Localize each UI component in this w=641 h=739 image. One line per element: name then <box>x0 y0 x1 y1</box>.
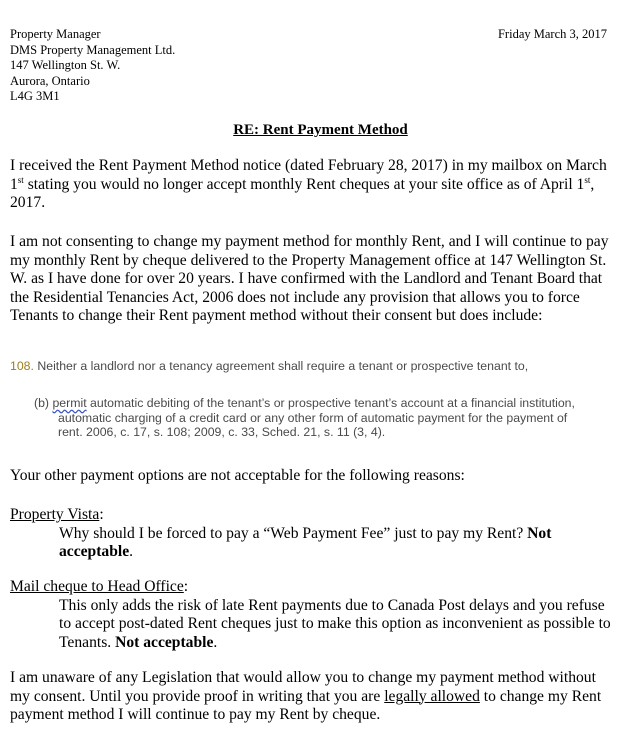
text-fragment: . <box>129 543 134 560</box>
letter-title: RE: Rent Payment Method <box>233 122 408 138</box>
statute-clause-b <box>34 396 575 440</box>
text-fragment: my consent. Until you provide proof in writing that you are <box>10 687 385 705</box>
text-fragment: to change my Rent <box>479 687 602 705</box>
bold-text: acceptable <box>59 543 130 560</box>
text-line: Your other payment options are not acceptable for the following reasons: <box>10 467 465 484</box>
text-line <box>10 634 630 653</box>
text-line <box>10 543 630 562</box>
text-fragment: , <box>590 175 595 193</box>
spellcheck-word: permit <box>52 396 87 410</box>
underlined-text: legally allowed <box>384 687 480 705</box>
heading-text: Mail cheque to Head Office <box>10 578 184 595</box>
text-line: payment method I will continue to pay my Rent by cheque. <box>10 706 381 723</box>
text-line: Tenants to change their Rent payment method without their consent but does include: <box>10 307 543 324</box>
sender-line: Aurora, Ontario <box>10 73 90 88</box>
clause-text: automatic debiting of the tenant’s or prospective tenant’s account at a financial institution, <box>86 396 575 410</box>
text-line: I am unaware of any Legislation that would allow you to change my payment method without <box>10 669 596 686</box>
superscript: st <box>584 174 591 185</box>
text-line: my monthly Rent by cheque delivered to the Property Management office at 147 Wellington St. <box>10 251 607 269</box>
statute-section-108 <box>10 359 528 374</box>
bold-text: Not acceptable <box>115 633 214 651</box>
text-line: I received the Rent Payment Method notice (dated February 28, 2017) in my mailbox on March <box>10 157 607 174</box>
text-line: 2017. <box>10 194 46 211</box>
option-heading <box>10 506 630 525</box>
superscript: st <box>17 174 24 185</box>
sender-line: 147 Wellington St. W. <box>10 58 121 72</box>
text-line: to accept post-dated Rent cheques just to make this option as inconvenient as possible to <box>59 615 611 632</box>
bold-text: Not <box>527 524 552 542</box>
text-line <box>10 176 630 195</box>
option-heading <box>10 578 630 597</box>
text-fragment: 1 <box>10 175 18 193</box>
sender-line: L4G 3M1 <box>10 89 60 103</box>
clause-line <box>34 396 575 411</box>
option-mail-cheque <box>10 578 630 652</box>
heading-colon: : <box>183 578 189 595</box>
text-line <box>10 525 630 544</box>
text-fragment: . <box>213 633 218 651</box>
text-line: W. as I have done for over 20 years. I have confirmed with the Landlord and Tenant Board that <box>10 270 603 287</box>
sender-address <box>10 27 175 105</box>
clause-prefix: (b) <box>34 396 53 410</box>
paragraph-closing <box>10 669 630 725</box>
text-line: I am not consenting to change my payment method for monthly Rent, and I will continue to pay <box>10 233 609 250</box>
text-fragment: Tenants. <box>59 633 116 651</box>
text-line: This only adds the risk of late Rent payments due to Canada Post delays and you refuse <box>59 596 605 614</box>
option-property-vista <box>10 506 630 562</box>
text-line: the Residential Tenancies Act, 2006 does not include any provision that allows you to force <box>10 288 580 306</box>
paragraph-not-consenting <box>10 233 630 326</box>
paragraph-options-intro <box>10 467 630 486</box>
clause-line: automatic charging of a credit card or any other form of automatic payment for the payment of <box>58 410 568 425</box>
text-line <box>10 688 630 707</box>
text-fragment: stating you would no longer accept monthly Rent cheques at your site office as of April 1 <box>23 175 585 193</box>
section-text: Neither a landlord nor a tenancy agreement shall require a tenant or prospective tenant to, <box>33 359 529 373</box>
clause-line: rent. 2006, c. 17, s. 108; 2009, c. 33, Sched. 21, s. 11 (3, 4). <box>58 425 386 439</box>
text-fragment: Why should I be forced to pay a “Web Payment Fee” just to pay my Rent? <box>59 524 528 542</box>
heading-colon: : <box>99 506 104 523</box>
heading-text: Property Vista <box>10 506 100 523</box>
sender-line: DMS Property Management Ltd. <box>10 42 176 57</box>
sender-line: Property Manager <box>10 27 101 41</box>
letter-date: Friday March 3, 2017 <box>497 27 607 41</box>
paragraph-notice <box>10 157 630 213</box>
section-number: 108. <box>10 359 34 373</box>
